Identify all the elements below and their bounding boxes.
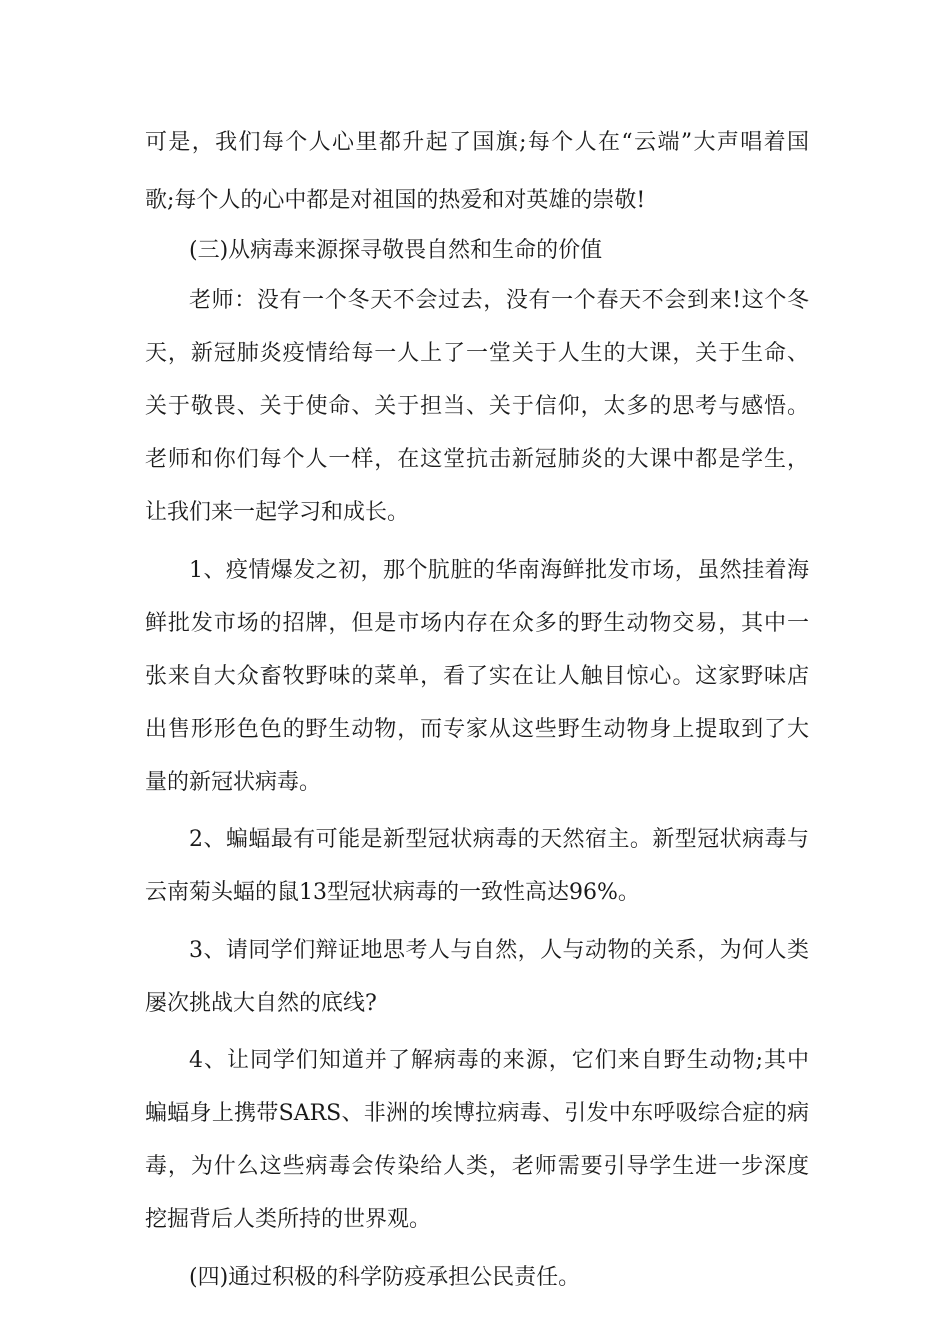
section-heading: (四)通过积极的科学防疫承担公民责任。 bbox=[189, 1265, 581, 1290]
text-line: 量的新冠状病毒。 bbox=[145, 770, 322, 795]
text-line: 可是，我们每个人心里都升起了国旗;每个人在“云端”大声唱着国 bbox=[145, 130, 809, 155]
text-line: 挖掘背后人类所持的世界观。 bbox=[145, 1207, 432, 1232]
list-item-text: 1、疫情爆发之初，那个肮脏的华南海鲜批发市场，虽然挂着海 bbox=[189, 558, 809, 583]
text-line: 老师：没有一个冬天不会过去，没有一个春天不会到来!这个冬 bbox=[189, 288, 809, 313]
text-line: 老师和你们每个人一样，在这堂抗击新冠肺炎的大课中都是学生， bbox=[145, 447, 809, 472]
text-line: 云南菊头蝠的鼠13型冠状病毒的一致性高达96%。 bbox=[145, 880, 640, 905]
text-line: 让我们来一起学习和成长。 bbox=[145, 500, 410, 525]
text-line: 天，新冠肺炎疫情给每一人上了一堂关于人生的大课，关于生命、 bbox=[145, 341, 809, 366]
list-item-text: 4、让同学们知道并了解病毒的来源，它们来自野生动物;其中 bbox=[189, 1048, 809, 1073]
text-line: 歌;每个人的心中都是对祖国的热爱和对英雄的崇敬! bbox=[145, 188, 646, 213]
text-line: 毒，为什么这些病毒会传染给人类，老师需要引导学生进一步深度 bbox=[145, 1154, 809, 1179]
section-heading: (三)从病毒来源探寻敬畏自然和生命的价值 bbox=[189, 238, 603, 263]
text-line: 出售形形色色的野生动物，而专家从这些野生动物身上提取到了大 bbox=[145, 717, 809, 742]
text-line: 张来自大众畜牧野味的菜单，看了实在让人触目惊心。这家野味店 bbox=[145, 664, 809, 689]
text-line: 鲜批发市场的招牌，但是市场内存在众多的野生动物交易，其中一 bbox=[145, 611, 809, 636]
text-line: 蝙蝠身上携带SARS、非洲的埃博拉病毒、引发中东呼吸综合症的病 bbox=[145, 1101, 809, 1126]
text-line: 屡次挑战大自然的底线? bbox=[145, 991, 377, 1016]
text-line: 关于敬畏、关于使命、关于担当、关于信仰，太多的思考与感悟。 bbox=[145, 394, 809, 419]
list-item-text: 3、请同学们辩证地思考人与自然，人与动物的关系，为何人类 bbox=[189, 938, 809, 963]
list-item-text: 2、蝙蝠最有可能是新型冠状病毒的天然宿主。新型冠状病毒与 bbox=[189, 827, 809, 852]
